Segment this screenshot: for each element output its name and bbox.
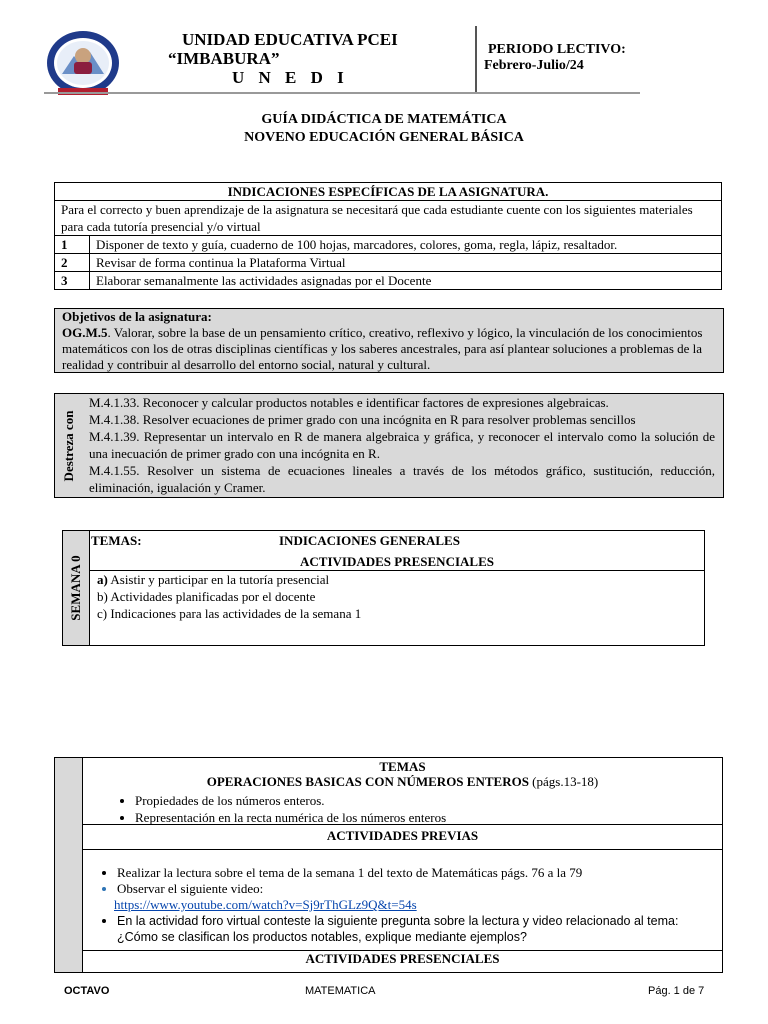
item-text: Revisar de forma continua la Plataforma Virtual: [90, 254, 722, 272]
topic-title: OPERACIONES BASICAS CON NÚMEROS ENTEROS: [206, 774, 529, 789]
semana1-previas-row: [83, 850, 722, 951]
school-name: [168, 30, 448, 87]
semana0-list: [97, 571, 361, 622]
objetivos-box: [54, 308, 724, 373]
list-item: M.4.1.38. Resolver ecuaciones de primer grado con una incógnita en R para resolver problemas sencillos: [89, 412, 636, 427]
list-item: • Realizar la lectura sobre el tema de la semana 1 del texto de Matemáticas págs. 76 a la 79: [117, 865, 722, 881]
previas-list: [83, 865, 722, 945]
objetivos-heading: Objetivos de la asignatura:: [62, 309, 212, 324]
school-name-line3: U N E D I: [232, 68, 349, 87]
semana0-temas-value: INDICACIONES GENERALES: [279, 533, 460, 548]
list-item: • Representación en la recta numérica de los números enteros: [135, 809, 722, 826]
document-title: [0, 111, 768, 147]
objetivo-code: OG.M.5: [62, 325, 108, 340]
list-item: [97, 571, 361, 588]
indicaciones-heading: INDICACIONES ESPECÍFICAS DE LA ASIGNATURA.: [55, 183, 722, 201]
periodo-lectivo: [484, 42, 626, 74]
list-item: b) Actividades planificadas por el docente: [97, 589, 316, 604]
list-item: M.4.1.33. Reconocer y calcular productos notables e identificar factores de expresiones algebraicas.: [89, 395, 609, 410]
document-title-line1: GUÍA DIDÁCTICA DE MATEMÁTICA: [261, 112, 507, 127]
periodo-label: PERIODO LECTIVO:: [488, 42, 626, 57]
destrezas-box: [54, 393, 724, 498]
table-row: [55, 272, 722, 290]
school-logo: [46, 30, 120, 96]
semana0-temas-label: TEMAS:: [91, 533, 142, 548]
semana1-topic: [83, 774, 722, 789]
item-text: Asistir y participar en la tutoría presencial: [107, 572, 330, 587]
list-item: M.4.1.39. Representar un intervalo en R de manera algebraica y gráfica, y reconocer el intervalo como la solución de una inecuación de primer grado con una incógnita en R.: [89, 429, 715, 461]
table-row: [55, 254, 722, 272]
indicaciones-table: [54, 182, 722, 290]
semana1-table: [54, 757, 723, 973]
footer-left: OCTAVO: [64, 985, 110, 997]
item-text: En la actividad foro virtual conteste la siguiente pregunta sobre la lectura y video relacionado al tema:: [117, 914, 679, 928]
destrezas-side-label: [55, 394, 83, 497]
list-item: • Propiedades de los números enteros.: [135, 792, 722, 809]
list-item: c) Indicaciones para las actividades de la semana 1: [97, 606, 362, 621]
periodo-value: Febrero-Julio/24: [484, 58, 584, 73]
semana1-previas-heading: ACTIVIDADES PREVIAS: [83, 825, 722, 850]
destrezas-side-text: Destreza con: [61, 410, 76, 481]
school-seal-icon: [46, 30, 120, 96]
table-row: [55, 236, 722, 254]
item-text: Elaborar semanalmente las actividades asignadas por el Docente: [90, 272, 722, 290]
footer-center: MATEMATICA: [305, 985, 376, 997]
destrezas-list: [89, 394, 715, 496]
indicaciones-intro: Para el correcto y buen aprendizaje de la asignatura se necesitará que cada estudiante cuente con los siguientes materiales para cada tutoría presencial y/o virtual: [55, 201, 722, 236]
semana1-temas-heading: TEMAS: [379, 759, 426, 774]
objetivos-text: [62, 325, 716, 373]
semana0-actividades-heading: ACTIVIDADES PRESENCIALES: [90, 553, 704, 571]
topic-list: [83, 792, 722, 826]
semana0-side-label: [63, 531, 90, 645]
semana1-side-column: [55, 758, 83, 972]
list-item: M.4.1.55. Resolver un sistema de ecuaciones lineales a través de los métodos gráfico, sustitución, reducción, eliminación, igualación y Cramer.: [89, 463, 715, 495]
semana0-table: [62, 530, 705, 646]
video-link[interactable]: https://www.youtube.com/watch?v=Sj9rThGLz9Q&t=54s: [114, 897, 417, 912]
item-number: 2: [55, 254, 90, 272]
list-item: [114, 881, 722, 913]
item-number: 1: [55, 236, 90, 254]
school-name-line1: UNIDAD EDUCATIVA PCEI: [182, 30, 398, 49]
forum-question: ¿Cómo se clasifican los productos notables, explique mediante ejemplos?: [117, 930, 527, 944]
item-number: 3: [55, 272, 90, 290]
list-item: [117, 913, 722, 945]
semana1-temas-row: [83, 758, 722, 825]
item-text: Disponer de texto y guía, cuaderno de 100 hojas, marcadores, colores, goma, regla, lápiz, resaltador.: [90, 236, 722, 254]
document-title-line2: NOVENO EDUCACIÓN GENERAL BÁSICA: [244, 130, 524, 145]
header-divider-horizontal: [44, 92, 640, 94]
topic-pages: (págs.13-18): [528, 774, 599, 789]
semana0-side-text: SEMANA 0: [68, 555, 83, 621]
header-divider-vertical: [475, 26, 477, 92]
semana1-presenciales-heading: ACTIVIDADES PRESENCIALES: [305, 951, 500, 966]
item-prefix: a): [97, 572, 108, 587]
page-number: Pág. 1 de 7: [648, 985, 705, 997]
objetivo-body: . Valorar, sobre la base de un pensamiento crítico, creativo, reflexivo y lógico, la vinculación de los conocimientos matemáticos con los de otras disciplinas científicas y los saberes ancestrales, para así plantear soluciones a problemas de la realidad y contribuir al desarrollo del entorno social, natural y cultural.: [62, 325, 703, 372]
school-name-line2: “IMBABURA”: [168, 49, 280, 68]
item-text: Observar el siguiente video:: [117, 881, 264, 896]
